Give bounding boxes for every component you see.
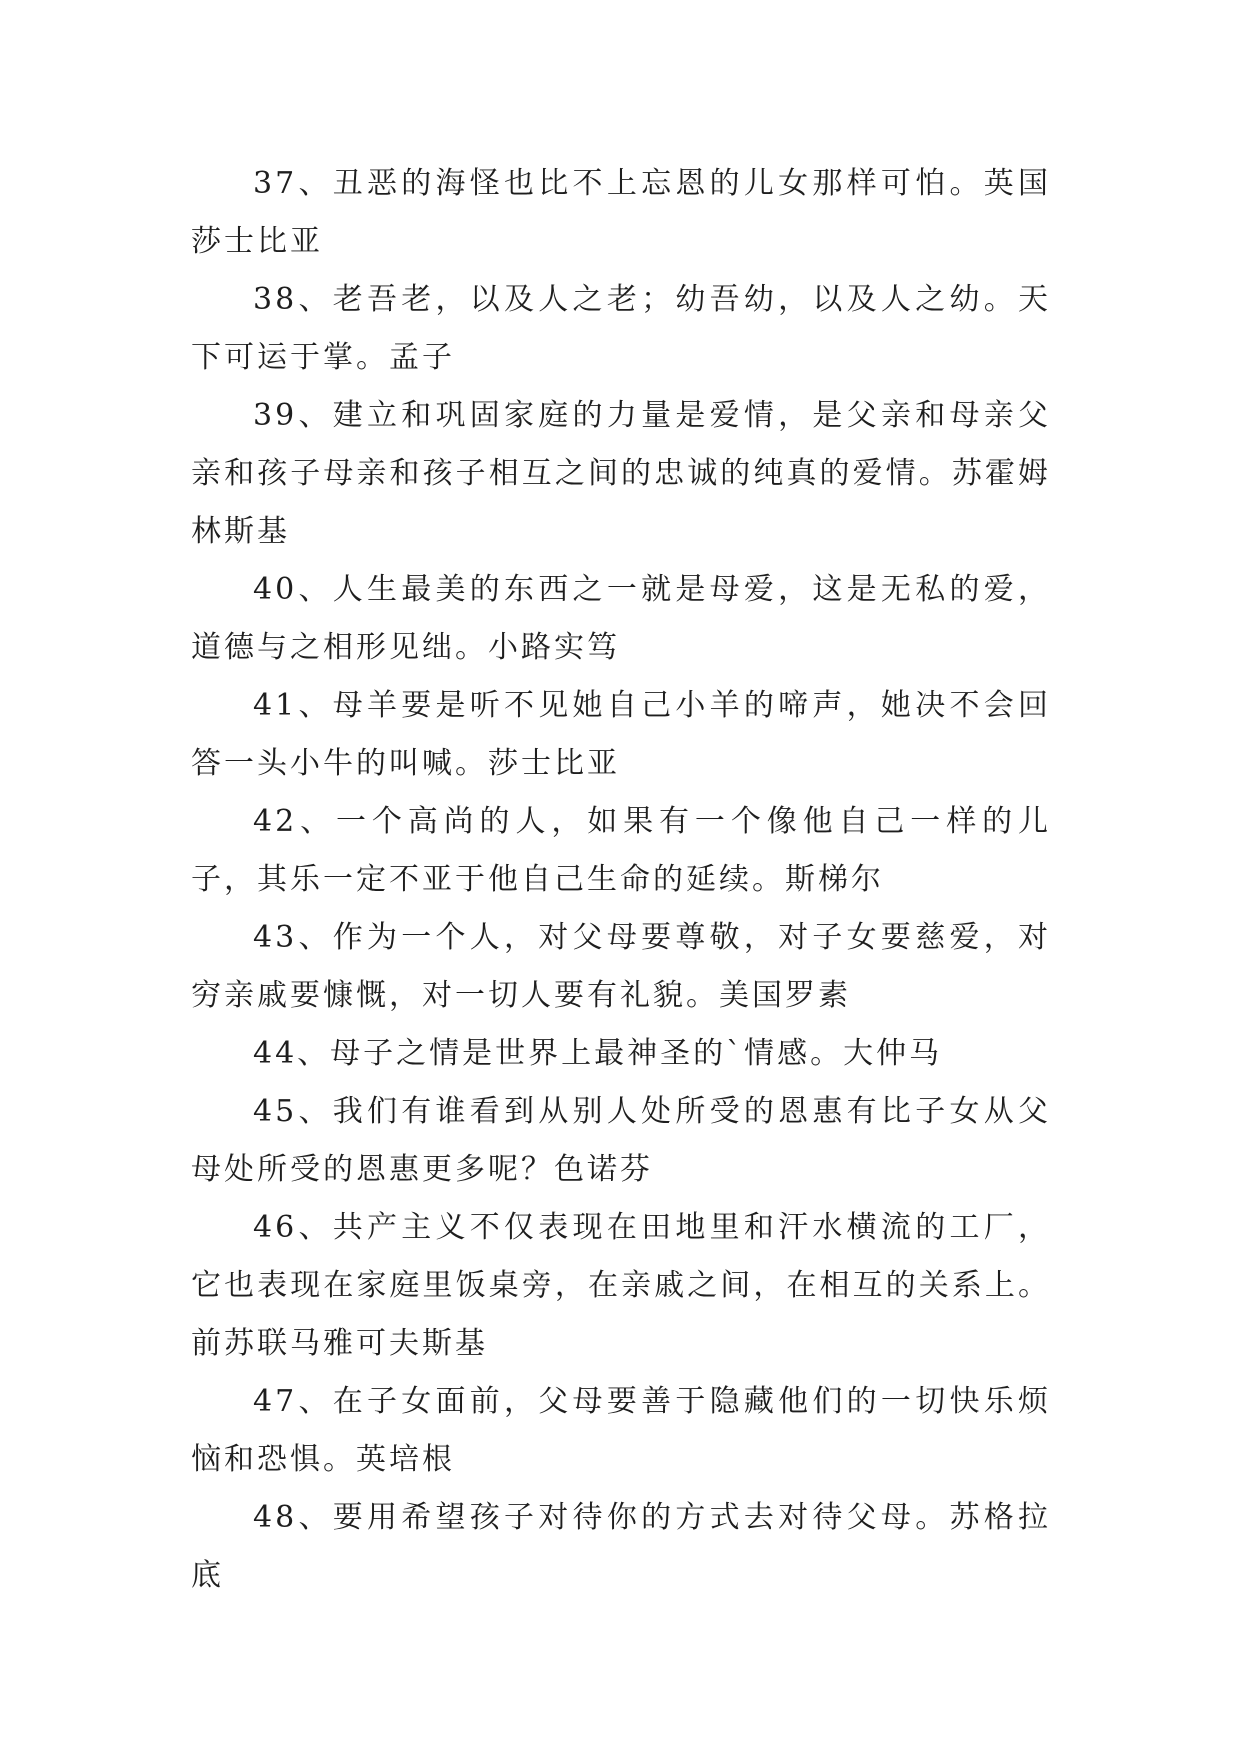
quote-43: 43、作为一个人，对父母要尊敬，对子女要慈爱，对穷亲戚要慷慨，对一切人要有礼貌。美国罗素 <box>191 920 1051 1013</box>
quote-48: 48、要用希望孩子对待你的方式去对待父母。苏格拉底 <box>191 1500 1051 1593</box>
quote-46: 46、共产主义不仅表现在田地里和汗水横流的工厂，它也表现在家庭里饭桌旁，在亲戚之间，在相互的关系上。前苏联马雅可夫斯基 <box>191 1210 1051 1361</box>
quote-47: 47、在子女面前，父母要善于隐藏他们的一切快乐烦恼和恐惧。英培根 <box>191 1384 1051 1477</box>
quote-40: 40、人生最美的东西之一就是母爱，这是无私的爱，道德与之相形见绌。小路实笃 <box>191 572 1051 665</box>
quote-37: 37、丑恶的海怪也比不上忘恩的儿女那样可怕。英国莎士比亚 <box>191 166 1051 259</box>
quote-44: 44、母子之情是世界上最神圣的`情感。大仲马 <box>253 1036 943 1071</box>
quote-38: 38、老吾老，以及人之老；幼吾幼，以及人之幼。天下可运于掌。孟子 <box>191 282 1051 375</box>
quote-39: 39、建立和巩固家庭的力量是爱情，是父亲和母亲父亲和孩子母亲和孩子相互之间的忠诚的纯真的爱情。苏霍姆林斯基 <box>191 398 1051 549</box>
quote-45: 45、我们有谁看到从别人处所受的恩惠有比子女从父母处所受的恩惠更多呢？色诺芬 <box>191 1094 1051 1187</box>
quote-42: 42、一个高尚的人，如果有一个像他自己一样的儿子，其乐一定不亚于他自己生命的延续。斯梯尔 <box>191 804 1051 897</box>
document-body <box>191 155 1051 1605</box>
quote-41: 41、母羊要是听不见她自己小羊的啼声，她决不会回答一头小牛的叫喊。莎士比亚 <box>191 688 1051 781</box>
